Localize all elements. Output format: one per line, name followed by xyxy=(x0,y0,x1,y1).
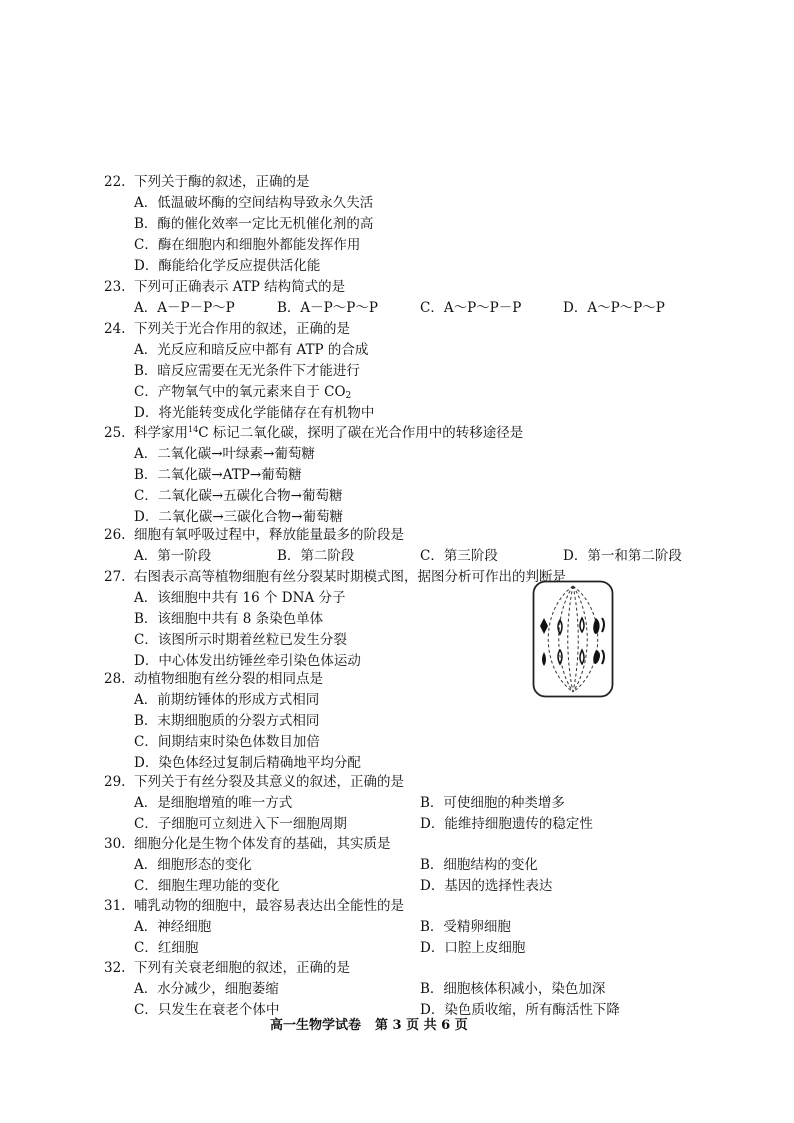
option-d: D．中心体发出纺锤丝牵引染色体运动 xyxy=(134,653,361,669)
option-c xyxy=(134,380,351,401)
option-a: A．第一阶段 xyxy=(134,548,212,564)
question-stem: 右图表示高等植物细胞有丝分裂某时期模式图，据图分析可作出的判断是 xyxy=(134,569,566,585)
question-number: 23. xyxy=(104,279,126,295)
option-a: A．是细胞增殖的唯一方式 xyxy=(134,795,293,811)
question-number: 25. xyxy=(104,425,126,441)
option-d: D．将光能转变成化学能储存在有机物中 xyxy=(134,405,375,421)
option-c: C．细胞生理功能的变化 xyxy=(134,878,280,894)
question-number: 31. xyxy=(104,898,126,914)
option-d: D．基因的选择性表达 xyxy=(420,878,553,894)
option-b: B．受精卵细胞 xyxy=(420,919,511,935)
option-a: A．细胞形态的变化 xyxy=(134,857,252,873)
question-stem: 下列关于酶的叙述，正确的是 xyxy=(134,174,310,190)
cell-wall xyxy=(534,582,613,697)
question-number: 26. xyxy=(104,527,126,543)
question-30 xyxy=(104,832,391,852)
question-stem-a: 科学家用 xyxy=(134,425,188,441)
option-c: C．只发生在衰老个体中 xyxy=(134,1002,280,1018)
spindle-fibers xyxy=(548,586,598,692)
co2-subscript: 2 xyxy=(345,391,352,401)
option-b: B．第二阶段 xyxy=(277,548,355,564)
option-a: A．该细胞中共有 16 个 DNA 分子 xyxy=(134,590,346,606)
option-a: A．前期纺锤体的形成方式相同 xyxy=(134,692,320,708)
option-a: A．水分减少，细胞萎缩 xyxy=(134,981,279,997)
option-d: D．口腔上皮细胞 xyxy=(420,940,526,956)
option-c: C．酶在细胞内和细胞外都能发挥作用 xyxy=(134,237,361,253)
option-c: C．红细胞 xyxy=(134,940,199,956)
option-a: A．二氧化碳→叶绿素→葡萄糖 xyxy=(134,446,315,462)
question-24 xyxy=(104,317,350,337)
question-stem: 哺乳动物的细胞中，最容易表达出全能性的是 xyxy=(134,898,404,914)
chromosomes-lower xyxy=(542,650,604,666)
mitosis-cell-diagram xyxy=(532,580,614,698)
chromosomes-upper xyxy=(540,618,604,634)
question-stem: 细胞分化是生物个体发育的基础，其实质是 xyxy=(134,836,391,852)
option-a: A．A－P－P～P xyxy=(134,300,235,316)
option-b: B．末期细胞质的分裂方式相同 xyxy=(134,713,320,729)
question-stem: 动植物细胞有丝分裂的相同点是 xyxy=(134,671,323,687)
option-b: B．该细胞中共有 8 条染色单体 xyxy=(134,611,324,627)
option-c: C．二氧化碳→五碳化合物→葡萄糖 xyxy=(134,488,343,504)
isotope-superscript: 14 xyxy=(188,425,199,434)
option-b: B．暗反应需要在无光条件下才能进行 xyxy=(134,363,360,379)
question-25 xyxy=(104,421,523,441)
option-c: C．第三阶段 xyxy=(420,548,498,564)
option-b: B．A－P～P～P xyxy=(277,300,378,316)
footer-subject: 高一生物学试卷 xyxy=(270,1018,362,1033)
option-d: D．二氧化碳→三碳化合物→葡萄糖 xyxy=(134,509,343,525)
question-27 xyxy=(104,565,566,585)
option-b: B．可使细胞的种类增多 xyxy=(420,795,565,811)
option-d: D．酶能给化学反应提供活化能 xyxy=(134,258,321,274)
question-stem-b: C 标记二氧化碳，探明了碳在光合作用中的转移途径是 xyxy=(198,425,524,441)
question-stem: 下列关于有丝分裂及其意义的叙述，正确的是 xyxy=(134,774,404,790)
question-29 xyxy=(104,770,404,790)
option-c: C．该图所示时期着丝粒已发生分裂 xyxy=(134,632,347,648)
option-d: D．染色质收缩，所有酶活性下降 xyxy=(420,1002,620,1018)
option-a: A．光反应和暗反应中都有 ATP 的合成 xyxy=(134,342,369,358)
question-32 xyxy=(104,956,350,976)
option-c: C．A～P～P－P xyxy=(420,300,522,316)
option-a: A．低温破坏酶的空间结构导致永久失活 xyxy=(134,195,374,211)
option-b: B．酶的催化效率一定比无机催化剂的高 xyxy=(134,216,374,232)
option-b: B．细胞结构的变化 xyxy=(420,857,538,873)
option-c: C．子细胞可立刻进入下一细胞周期 xyxy=(134,816,347,832)
option-d: D．能维持细胞遗传的稳定性 xyxy=(420,816,593,832)
option-a: A．神经细胞 xyxy=(134,919,212,935)
question-stem: 下列关于光合作用的叙述，正确的是 xyxy=(134,321,350,337)
question-22 xyxy=(104,170,310,190)
question-31 xyxy=(104,894,404,914)
footer-page-number: 第 3 页 共 6 页 xyxy=(375,1018,468,1033)
question-number: 24. xyxy=(104,321,126,337)
question-26 xyxy=(104,523,404,543)
question-number: 32. xyxy=(104,960,126,976)
question-number: 30. xyxy=(104,836,126,852)
option-d: D．染色体经过复制后精确地平均分配 xyxy=(134,755,361,771)
option-c: C．间期结束时染色体数目加倍 xyxy=(134,734,320,750)
question-number: 28. xyxy=(104,671,126,687)
question-stem: 下列有关衰老细胞的叙述，正确的是 xyxy=(134,960,350,976)
question-number: 27. xyxy=(104,569,126,585)
option-text: C．产物氧气中的氧元素来自于 CO xyxy=(134,384,346,400)
option-b: B．细胞核体积减小，染色加深 xyxy=(420,981,606,997)
option-d: D．A～P～P～P xyxy=(563,300,665,316)
option-b: B．二氧化碳→ATP→葡萄糖 xyxy=(134,467,302,483)
question-28 xyxy=(104,667,323,687)
page-footer xyxy=(270,1014,482,1033)
question-23 xyxy=(104,275,345,295)
question-stem: 细胞有氧呼吸过程中，释放能量最多的阶段是 xyxy=(134,527,404,543)
option-d: D．第一和第二阶段 xyxy=(563,548,682,564)
question-number: 22. xyxy=(104,174,126,190)
question-number: 29. xyxy=(104,774,126,790)
question-stem: 下列可正确表示 ATP 结构简式的是 xyxy=(134,279,346,295)
